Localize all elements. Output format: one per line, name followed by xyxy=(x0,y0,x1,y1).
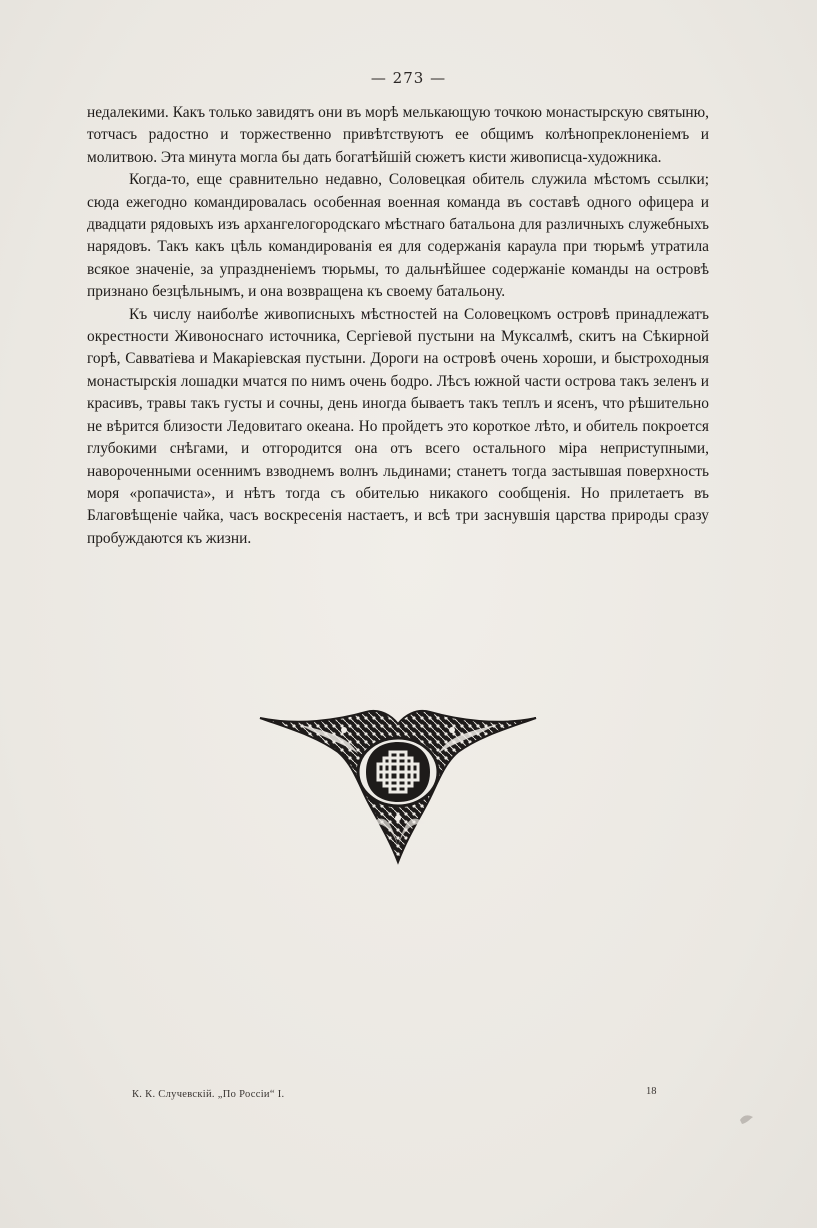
page-number: — 273 — xyxy=(370,69,447,87)
paragraph-1: недалекими. Какъ только завидятъ они въ морѣ мелькающую точкою монастырскую святыню, тотчасъ радостно и торжественно привѣтствуютъ ее общимъ колѣнопреклоненіемъ и молитвою. Эта минута могла бы дать богатѣйшій сюжетъ кисти живописца-художника. xyxy=(87,104,709,166)
paragraph-3: Къ числу наиболѣе живописныхъ мѣстностей на Соловецкомъ островѣ принадлежатъ окрестности Живоноснаго источника, Сергіевой пустыни на Муксалмѣ, скитъ на Сѣкирной горѣ, Савватіева и Макаріевская пустыни. Дороги на островѣ очень хороши, и быстроходныя монастырскія лошадки мчатся по нимъ очень бодро. Лѣсъ южной части острова такъ зеленъ и красивъ, травы такъ густы и сочны, день иногда бываетъ такъ теплъ и ясенъ, что рѣшительно не вѣрится близости Ледовитаго океана. Но пройдетъ это короткое лѣто, и обитель покроется глубокими снѣгами, и отгородится она отъ всего остального міра неприступными, навороченными осеннимъ взводнемъ волнъ льдинами; станетъ тогда застывшая поверхность моря «ропачиста», и нѣтъ тогда съ обителью никакого сообщенія. Но прилетаетъ въ Благовѣщеніе чайка, часъ воскресенія настаетъ, и всѣ три заснувшія царства природы сразу пробуждаются къ жизни. xyxy=(87,305,709,547)
ink-smudge-icon xyxy=(738,1112,756,1126)
ornamental-tailpiece-icon xyxy=(258,706,538,866)
paragraph-2: Когда-то, еще сравнительно недавно, Соловецкая обитель служила мѣстомъ ссылки; сюда ежегодно командировалась особенная военная команда въ составѣ одного офицера и двадцати рядовыхъ изъ архангелогородскаго мѣстнаго батальона для различныхъ служебныхъ нарядовъ. Такъ какъ цѣль командированія ея для содержанія караула при тюрьмѣ утратила всякое значеніе, за упраздненіемъ тюрьмы, то дальнѣйшее содержаніе команды на островѣ признано безцѣльнымъ, и она возвращена къ своему батальону. xyxy=(87,171,709,301)
sheet-number: 18 xyxy=(646,1086,657,1097)
body-text xyxy=(87,102,709,550)
printer-signature: К. К. Случевскій. „По Россіи“ I. xyxy=(132,1089,285,1100)
